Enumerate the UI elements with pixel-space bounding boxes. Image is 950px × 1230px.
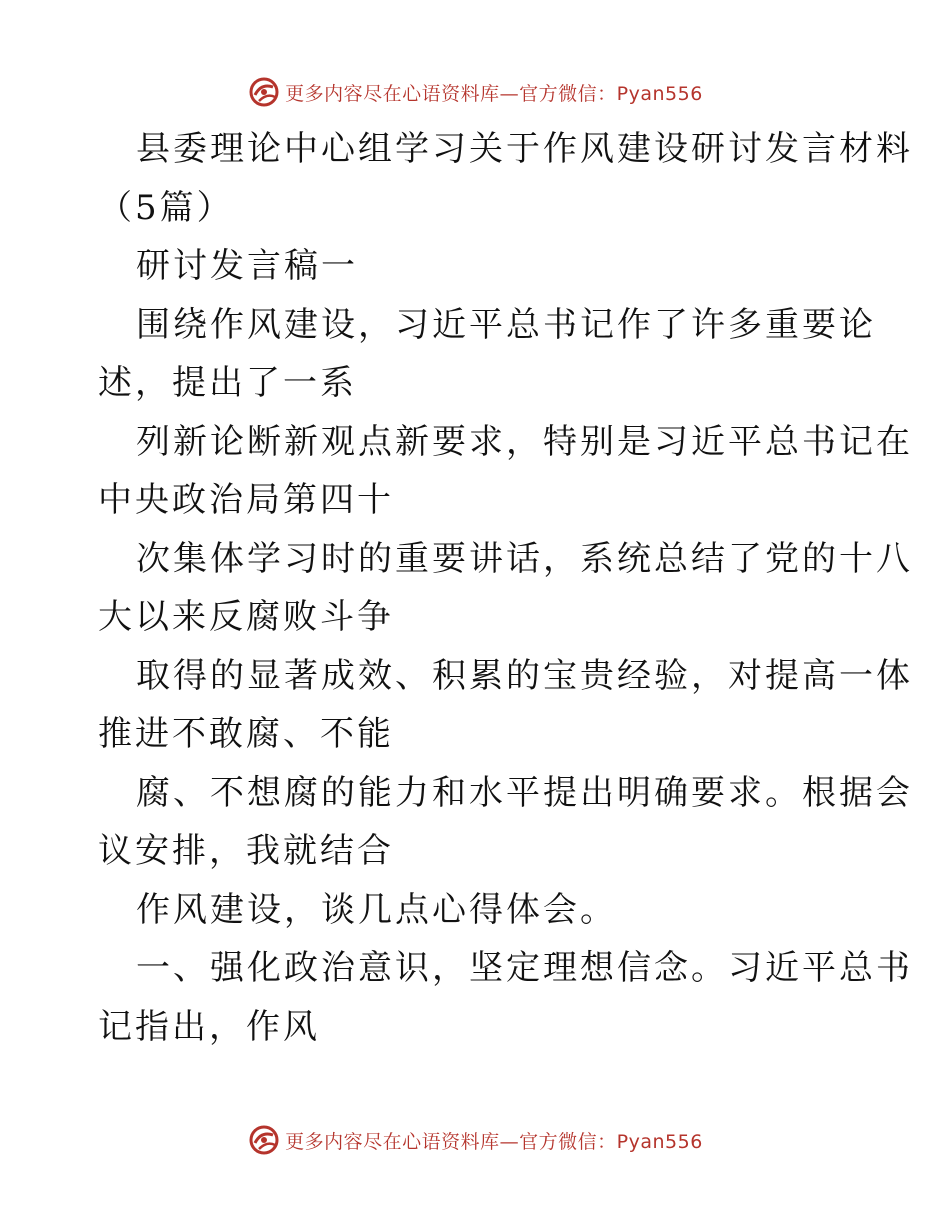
header-watermark-banner [0,72,950,112]
red-swirl-logo-icon [247,1123,281,1157]
paragraph-line: 记指出，作风 [98,1006,320,1047]
document-body [98,120,913,1056]
banner-account: Pyan556 [616,1130,703,1153]
doc-title-line-2: （5篇） [98,187,234,228]
banner-text: 更多内容尽在心语资料库—官方微信：Pyan556 [285,82,703,105]
paragraph-line: 一、强化政治意识，坚定理想信念。习近平总书 [136,948,913,988]
paragraph-line: 推进不敢腐、不能 [98,714,394,754]
paragraph-line: 列新论断新观点新要求，特别是习近平总书记在 [136,421,913,462]
paragraph-line: 围绕作风建设，习近平总书记作了许多重要论 [136,304,876,345]
doc-title-line-1: 县委理论中心组学习关于作风建设研讨发言材料 [136,129,913,169]
paragraph-line: 中央政治局第四十 [98,480,394,520]
banner-text: 更多内容尽在心语资料库—官方微信：Pyan556 [285,1130,703,1153]
paragraph-line: 述，提出了一系 [98,363,357,403]
paragraph-line: 大以来反腐败斗争 [98,597,394,637]
red-swirl-logo-icon [247,75,281,109]
paragraph-line: 作风建设，谈几点心得体会。 [136,889,617,930]
paragraph-line: 次集体学习时的重要讲话，系统总结了党的十八 [136,538,913,579]
paragraph-line: 议安排，我就结合 [98,831,394,871]
section-heading: 研讨发言稿一 [136,246,358,286]
footer-watermark-banner [0,1120,950,1160]
paragraph-line: 腐、不想腐的能力和水平提出明确要求。根据会 [136,772,913,813]
paragraph-line: 取得的显著成效、积累的宝贵经验，对提高一体 [136,655,913,696]
banner-account: Pyan556 [616,82,703,105]
